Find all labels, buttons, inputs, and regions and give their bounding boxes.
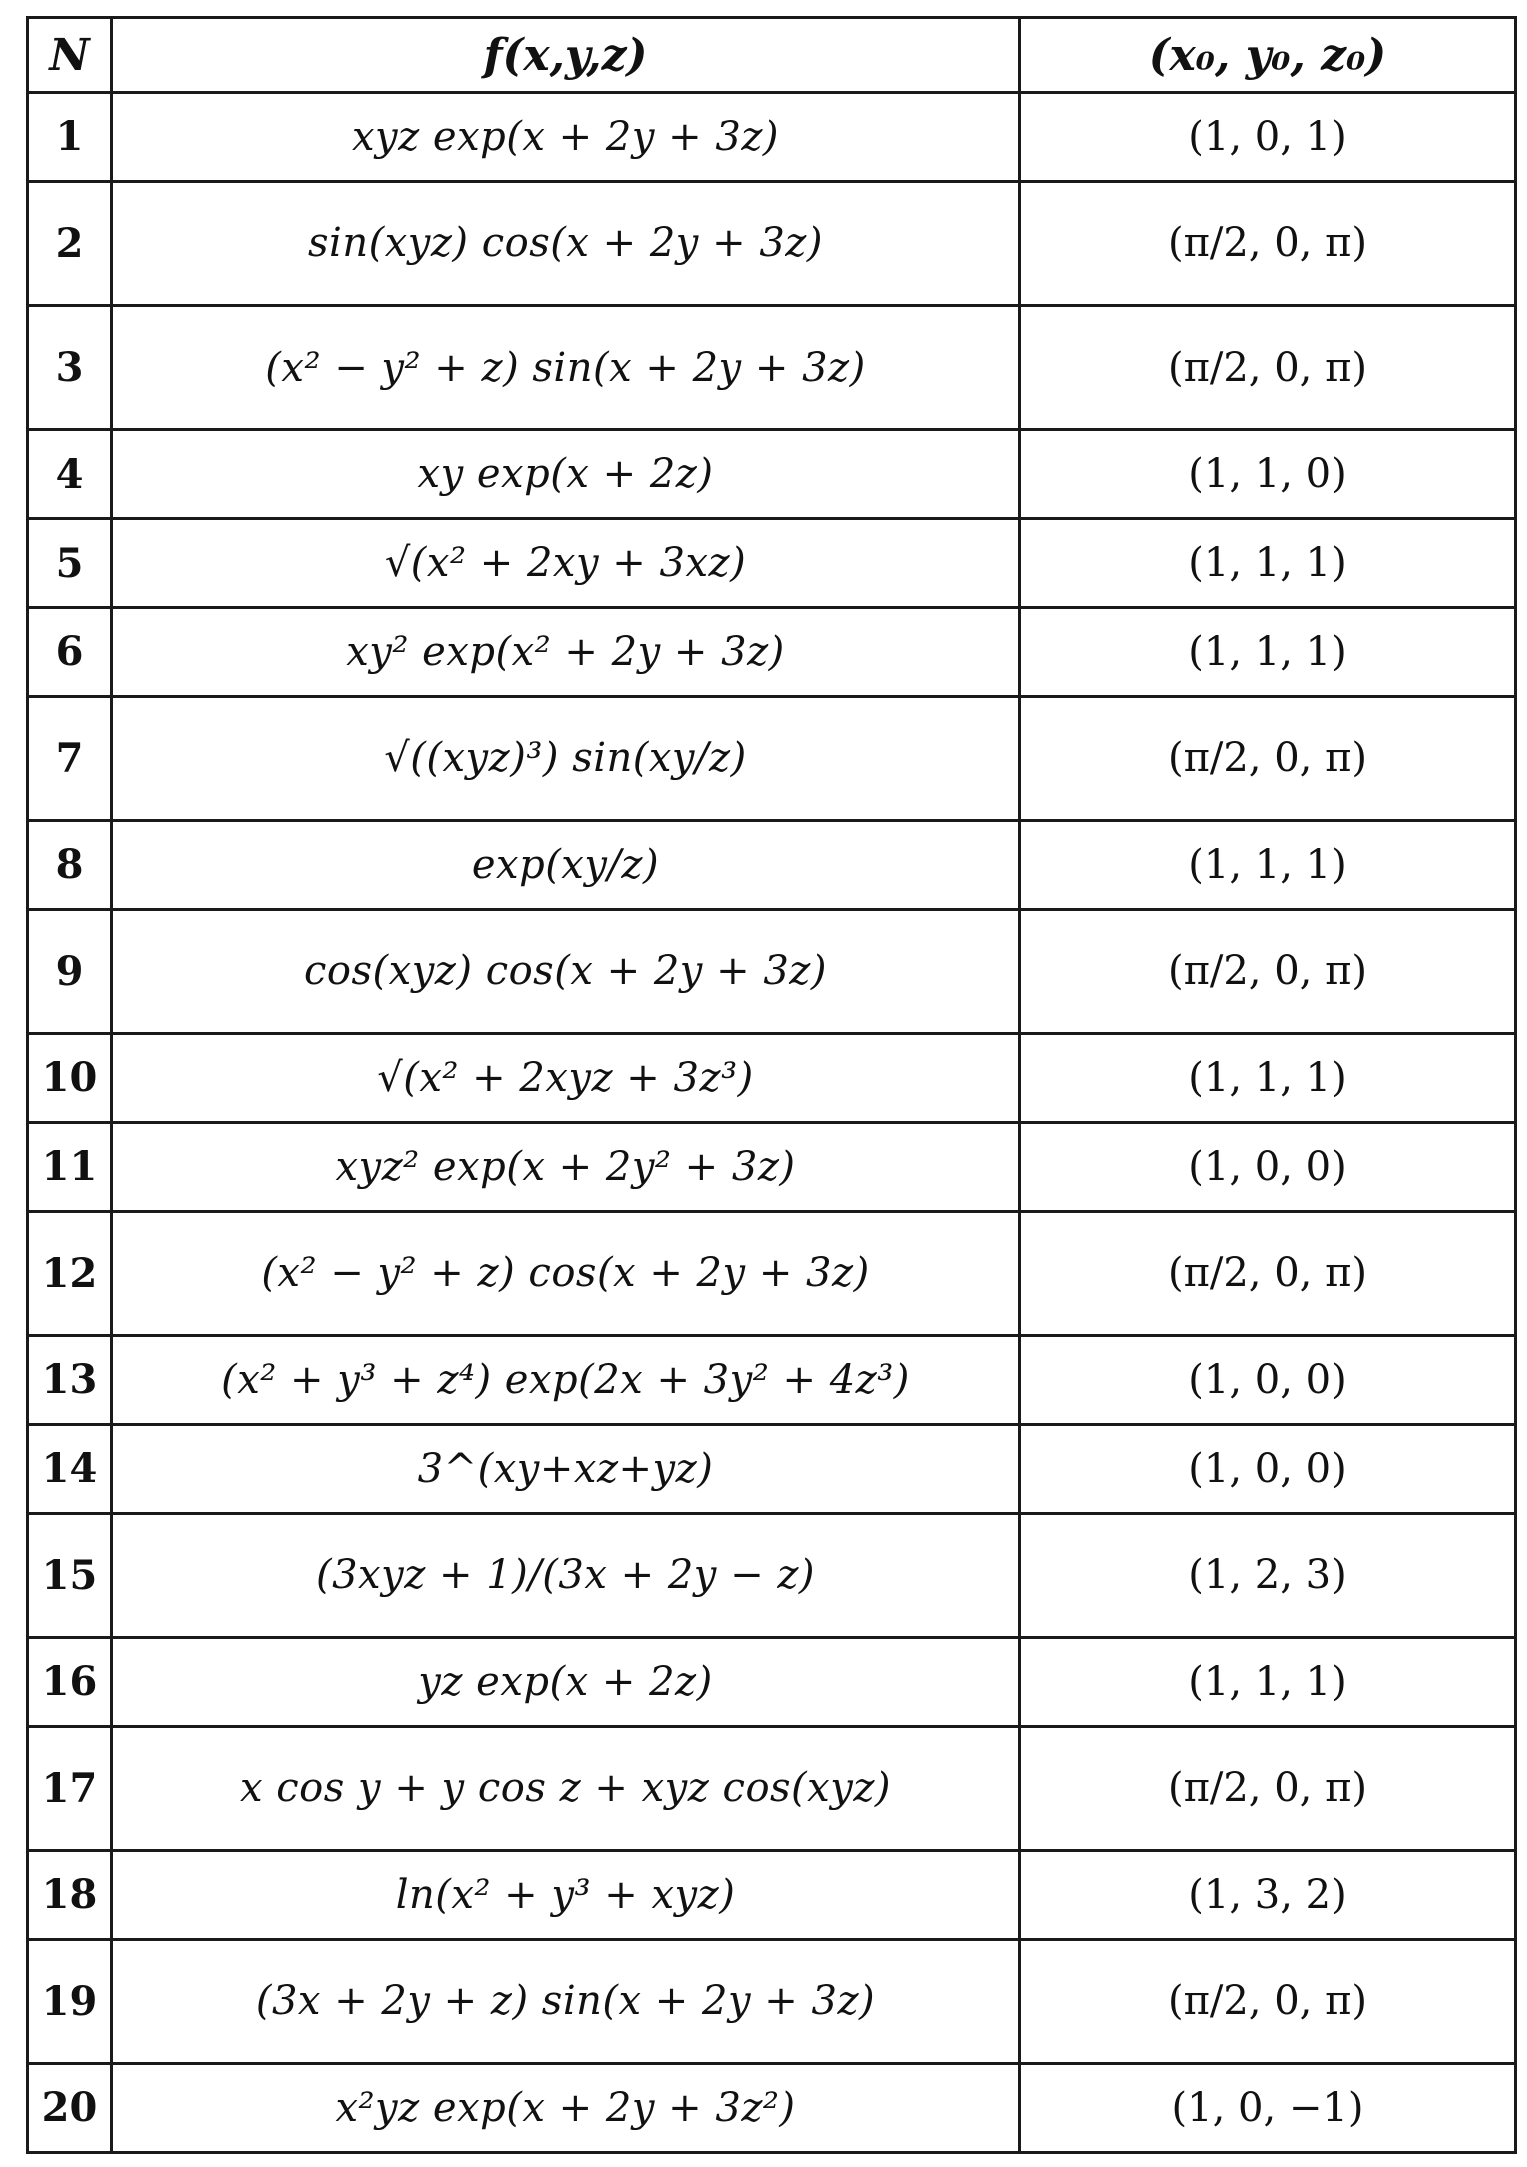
- table-row: [28, 1424, 1516, 1513]
- row-point: (π/2, 0, π): [1020, 1211, 1516, 1335]
- row-function: (x² − y² + z) sin(x + 2y + 3z): [112, 306, 1020, 430]
- row-point: (1, 1, 1): [1020, 820, 1516, 909]
- table-row: [28, 306, 1516, 430]
- row-number: 14: [28, 1424, 112, 1513]
- row-point: (π/2, 0, π): [1020, 909, 1516, 1033]
- row-function: √(x² + 2xyz + 3z³): [112, 1034, 1020, 1123]
- header-row: [28, 18, 1516, 93]
- row-point: (1, 0, 1): [1020, 93, 1516, 182]
- row-number: 20: [28, 2063, 112, 2152]
- row-point: (1, 1, 1): [1020, 607, 1516, 696]
- row-number: 5: [28, 519, 112, 608]
- table-row: [28, 1335, 1516, 1424]
- table-row: [28, 1939, 1516, 2063]
- header-point: (x₀, y₀, z₀): [1020, 18, 1516, 93]
- table-row: [28, 696, 1516, 820]
- table-row: [28, 820, 1516, 909]
- row-function: (3x + 2y + z) sin(x + 2y + 3z): [112, 1939, 1020, 2063]
- row-number: 8: [28, 820, 112, 909]
- row-point: (1, 3, 2): [1020, 1850, 1516, 1939]
- table-row: [28, 1211, 1516, 1335]
- header-n: N: [28, 18, 112, 93]
- header-function: f(x,y,z): [112, 18, 1020, 93]
- row-point: (π/2, 0, π): [1020, 1726, 1516, 1850]
- row-number: 2: [28, 181, 112, 305]
- table-row: [28, 93, 1516, 182]
- row-point: (1, 0, 0): [1020, 1122, 1516, 1211]
- row-number: 3: [28, 306, 112, 430]
- row-number: 19: [28, 1939, 112, 2063]
- row-point: (1, 0, 0): [1020, 1424, 1516, 1513]
- row-function: (3xyz + 1)/(3x + 2y − z): [112, 1513, 1020, 1637]
- row-function: exp(xy/z): [112, 820, 1020, 909]
- row-point: (1, 1, 1): [1020, 1034, 1516, 1123]
- row-point: (π/2, 0, π): [1020, 306, 1516, 430]
- row-function: xy exp(x + 2z): [112, 430, 1020, 519]
- row-number: 18: [28, 1850, 112, 1939]
- row-function: x²yz exp(x + 2y + 3z²): [112, 2063, 1020, 2152]
- table-row: [28, 1513, 1516, 1637]
- table-row: [28, 1726, 1516, 1850]
- table-row: [28, 1637, 1516, 1726]
- row-function: (x² − y² + z) cos(x + 2y + 3z): [112, 1211, 1020, 1335]
- row-function: ln(x² + y³ + xyz): [112, 1850, 1020, 1939]
- row-function: (x² + y³ + z⁴) exp(2x + 3y² + 4z³): [112, 1335, 1020, 1424]
- row-function: x cos y + y cos z + xyz cos(xyz): [112, 1726, 1020, 1850]
- row-function: xyz exp(x + 2y + 3z): [112, 93, 1020, 182]
- row-number: 16: [28, 1637, 112, 1726]
- row-function: √(x² + 2xy + 3xz): [112, 519, 1020, 608]
- row-function: √((xyz)³) sin(xy/z): [112, 696, 1020, 820]
- row-function: xy² exp(x² + 2y + 3z): [112, 607, 1020, 696]
- row-number: 15: [28, 1513, 112, 1637]
- row-point: (π/2, 0, π): [1020, 1939, 1516, 2063]
- row-number: 10: [28, 1034, 112, 1123]
- row-number: 9: [28, 909, 112, 1033]
- table-row: [28, 181, 1516, 305]
- formula-table: [26, 16, 1517, 2154]
- row-point: (1, 2, 3): [1020, 1513, 1516, 1637]
- table-row: [28, 519, 1516, 608]
- table-row: [28, 607, 1516, 696]
- row-function: 3^(xy+xz+yz): [112, 1424, 1020, 1513]
- table-row: [28, 909, 1516, 1033]
- formula-table-sheet: [26, 16, 1514, 2154]
- table-row: [28, 2063, 1516, 2152]
- row-point: (1, 0, −1): [1020, 2063, 1516, 2152]
- row-function: xyz² exp(x + 2y² + 3z): [112, 1122, 1020, 1211]
- row-number: 1: [28, 93, 112, 182]
- row-point: (π/2, 0, π): [1020, 696, 1516, 820]
- table-row: [28, 1122, 1516, 1211]
- table-row: [28, 1850, 1516, 1939]
- row-point: (1, 0, 0): [1020, 1335, 1516, 1424]
- row-number: 11: [28, 1122, 112, 1211]
- row-function: yz exp(x + 2z): [112, 1637, 1020, 1726]
- row-point: (π/2, 0, π): [1020, 181, 1516, 305]
- row-number: 13: [28, 1335, 112, 1424]
- row-function: sin(xyz) cos(x + 2y + 3z): [112, 181, 1020, 305]
- row-number: 4: [28, 430, 112, 519]
- table-row: [28, 430, 1516, 519]
- row-number: 17: [28, 1726, 112, 1850]
- row-point: (1, 1, 1): [1020, 1637, 1516, 1726]
- table-row: [28, 1034, 1516, 1123]
- row-function: cos(xyz) cos(x + 2y + 3z): [112, 909, 1020, 1033]
- row-number: 6: [28, 607, 112, 696]
- row-point: (1, 1, 1): [1020, 519, 1516, 608]
- row-point: (1, 1, 0): [1020, 430, 1516, 519]
- row-number: 7: [28, 696, 112, 820]
- row-number: 12: [28, 1211, 112, 1335]
